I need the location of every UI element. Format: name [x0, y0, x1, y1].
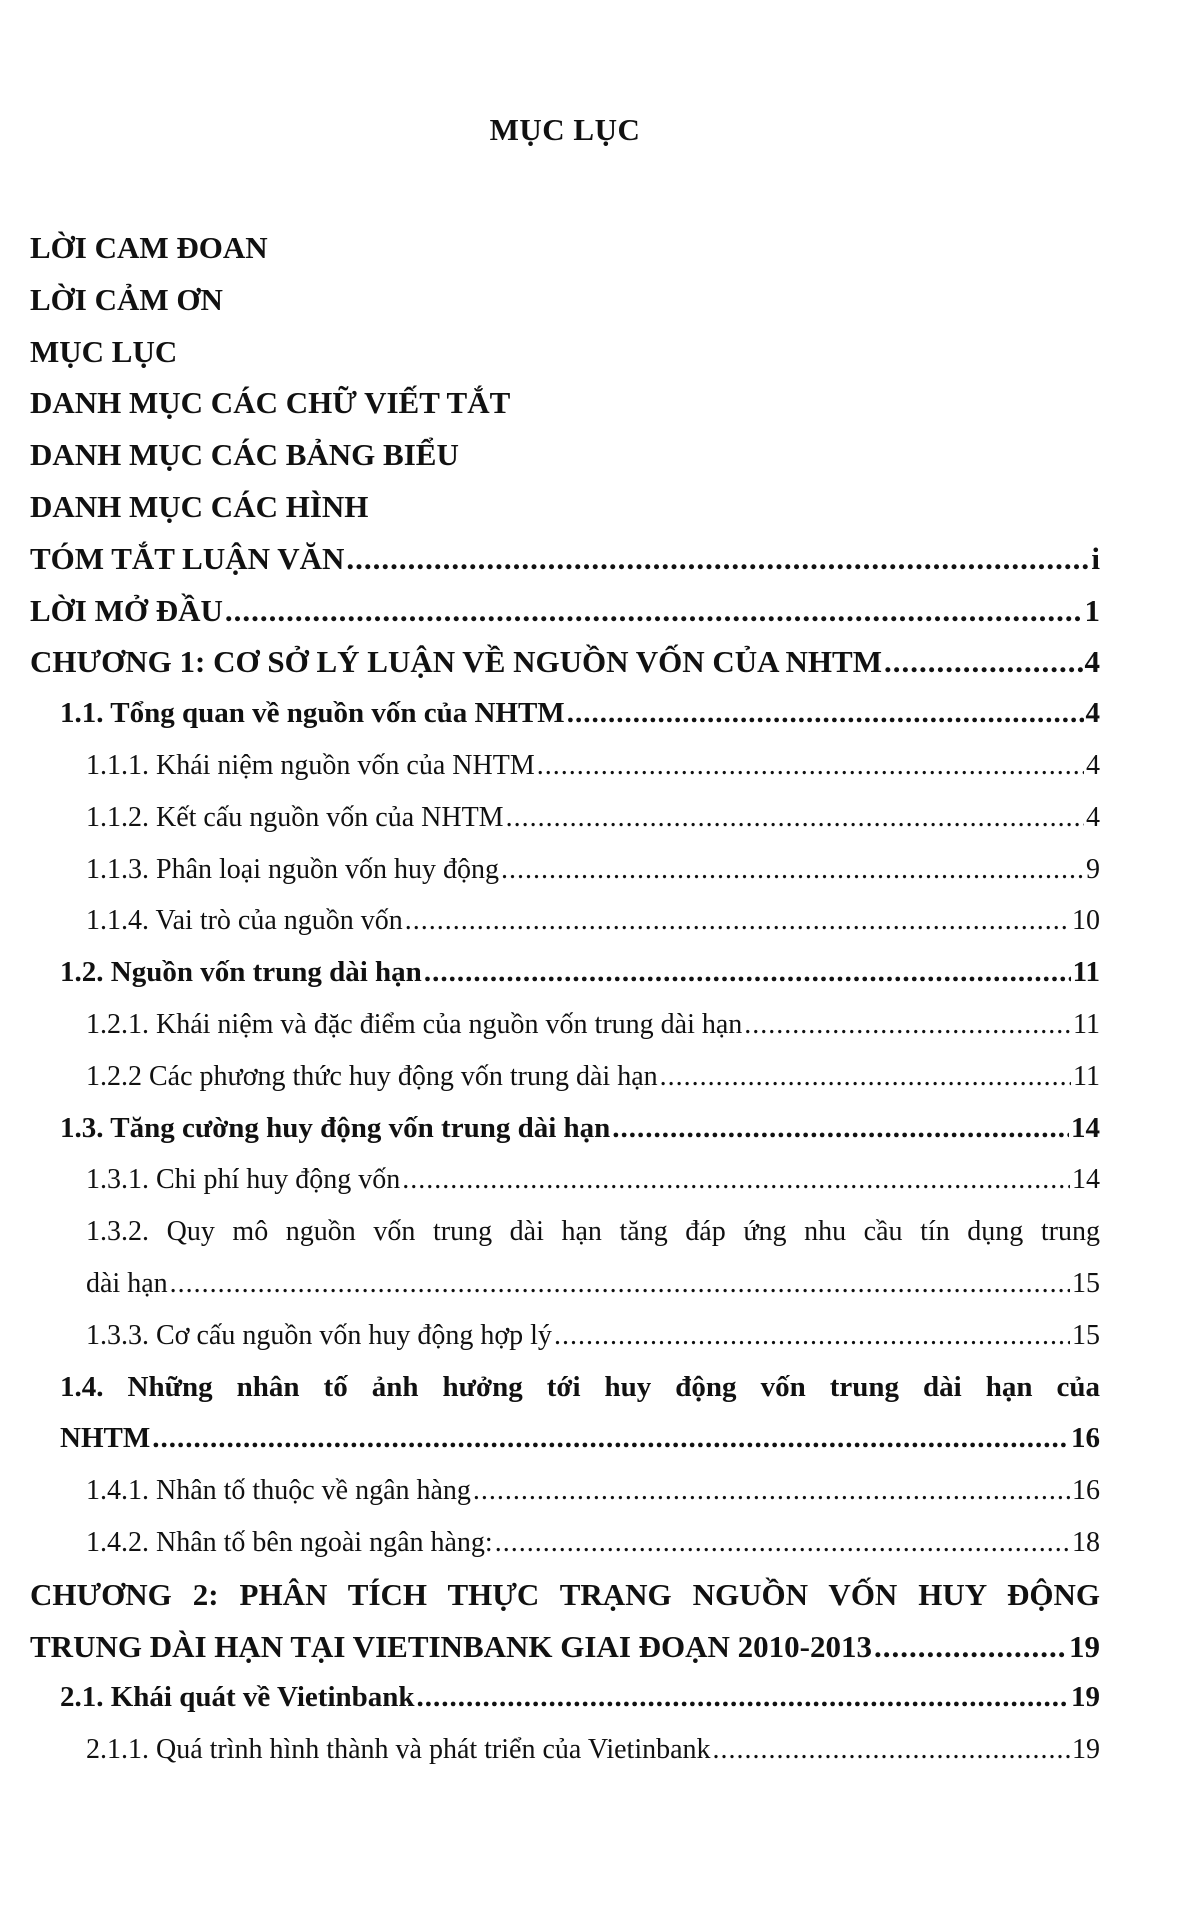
toc-entry-section[interactable]	[30, 1362, 1100, 1414]
toc-entry-text: 1.4.1. Nhân tố thuộc về ngân hàng	[86, 1475, 471, 1507]
toc-entry-text: 1.1.1. Khái niệm nguồn vốn của NHTM	[86, 749, 535, 781]
page-number: 11	[1072, 956, 1100, 989]
toc-entry[interactable]	[30, 377, 1100, 429]
page-number: 1	[1084, 592, 1100, 628]
page-number: i	[1091, 540, 1100, 576]
dot-leader	[554, 1310, 1070, 1362]
toc-entry-subsection[interactable]	[30, 1517, 1100, 1569]
toc-entry-text: LỜI CAM ĐOAN	[30, 230, 268, 265]
toc-entry-text: LỜI CẢM ƠN	[30, 281, 223, 317]
toc-entry-text: 2.1.1. Quá trình hình thành và phát triển của Vietinbank	[86, 1734, 711, 1766]
dot-leader	[405, 895, 1070, 947]
dot-leader	[567, 688, 1084, 740]
toc-entry-subsection[interactable]	[30, 1465, 1100, 1517]
dot-leader	[744, 999, 1071, 1051]
toc-entry-text: CHƯƠNG 2: PHÂN TÍCH THỰC TRẠNG NGUỒN VỐN HUY ĐỘNG	[30, 1576, 1100, 1612]
toc-entry[interactable]	[30, 222, 1100, 274]
dot-leader	[225, 585, 1083, 637]
page-number: 14	[1071, 1111, 1100, 1144]
toc-entry-text-continued: dài hạn	[86, 1267, 168, 1299]
page-number: 11	[1073, 1008, 1100, 1040]
toc-entry-subsection[interactable]	[30, 1206, 1100, 1258]
toc-entry[interactable]	[30, 429, 1100, 481]
toc-entry-section[interactable]	[30, 688, 1100, 740]
toc-entry-subsection[interactable]	[30, 1051, 1100, 1103]
page-number: 9	[1086, 853, 1100, 885]
toc-entry[interactable]	[30, 585, 1100, 637]
toc-entry-text: 1.1.4. Vai trò của nguồn vốn	[86, 905, 403, 937]
page-number: 16	[1072, 1475, 1100, 1507]
toc-entry-subsection[interactable]	[30, 792, 1100, 844]
dot-leader	[874, 1621, 1067, 1673]
dot-leader	[884, 636, 1083, 688]
toc-entry-text: DANH MỤC CÁC CHỮ VIẾT TẮT	[30, 385, 511, 421]
toc-entry[interactable]	[30, 481, 1100, 533]
dot-leader	[402, 1154, 1070, 1206]
page-number: 15	[1072, 1319, 1100, 1351]
toc-entry-text: 1.3.3. Cơ cấu nguồn vốn huy động hợp lý	[86, 1319, 552, 1351]
toc-entry-subsection[interactable]	[30, 1724, 1100, 1776]
toc-entry-text: 1.1. Tổng quan về nguồn vốn của NHTM	[60, 697, 565, 730]
toc-entry-text: 1.4.2. Nhân tố bên ngoài ngân hàng:	[86, 1526, 493, 1558]
toc-entry-text: 1.2. Nguồn vốn trung dài hạn	[60, 956, 422, 989]
toc-entry-text: DANH MỤC CÁC BẢNG BIỂU	[30, 437, 459, 473]
page-number: 4	[1084, 644, 1100, 680]
toc-entry-text: 1.3.1. Chi phí huy động vốn	[86, 1164, 401, 1196]
toc-entry-chapter[interactable]	[30, 636, 1100, 688]
toc-entry-text: 1.4. Những nhân tố ảnh hưởng tới huy động vốn trung dài hạn của	[60, 1370, 1100, 1403]
toc-entry-subsection[interactable]	[30, 1310, 1100, 1362]
toc-entry-section[interactable]	[30, 1103, 1100, 1155]
toc-entry-text: 2.1. Khái quát về Vietinbank	[60, 1681, 415, 1714]
dot-leader	[424, 947, 1071, 999]
toc-entry-continuation[interactable]	[30, 1258, 1100, 1310]
toc-entry-subsection[interactable]	[30, 1154, 1100, 1206]
dot-leader	[473, 1465, 1070, 1517]
toc-entry-text-continued: TRUNG DÀI HẠN TẠI VIETINBANK GIAI ĐOẠN 2010-2013	[30, 1628, 872, 1664]
toc-entry-text: 1.1.3. Phân loại nguồn vốn huy động	[86, 853, 499, 885]
page-number: 11	[1073, 1060, 1100, 1092]
toc-entry-text: 1.3. Tăng cường huy động vốn trung dài hạn	[60, 1111, 611, 1144]
toc-entry-subsection[interactable]	[30, 844, 1100, 896]
toc-entry-continuation[interactable]	[30, 1621, 1100, 1673]
page-number: 18	[1072, 1526, 1100, 1558]
toc-entry-text-continued: NHTM	[60, 1422, 151, 1455]
dot-leader	[660, 1051, 1071, 1103]
toc-entry-text: 1.3.2. Quy mô nguồn vốn trung dài hạn tăng đáp ứng nhu cầu tín dụng trung	[86, 1216, 1100, 1248]
page-number: 16	[1071, 1422, 1100, 1455]
toc-entry-section[interactable]	[30, 947, 1100, 999]
toc-entry-text: CHƯƠNG 1: CƠ SỞ LÝ LUẬN VỀ NGUỒN VỐN CỦA NHTM	[30, 644, 882, 680]
page-number: 19	[1069, 1628, 1100, 1664]
page-number: 4	[1085, 697, 1100, 730]
page-title: MỤC LỤC	[489, 112, 641, 147]
toc-entry[interactable]	[30, 533, 1100, 585]
dot-leader	[152, 1413, 1069, 1465]
dot-leader	[417, 1672, 1069, 1724]
page-number: 19	[1071, 1681, 1100, 1714]
page-number: 10	[1072, 905, 1100, 937]
toc-entry-continuation[interactable]	[30, 1413, 1100, 1465]
toc-entry-subsection[interactable]	[30, 895, 1100, 947]
toc-entry-text: MỤC LỤC	[30, 333, 178, 369]
page-number: 14	[1072, 1164, 1100, 1196]
dot-leader	[537, 740, 1084, 792]
toc-entry-subsection[interactable]	[30, 999, 1100, 1051]
toc-entry-subsection[interactable]	[30, 740, 1100, 792]
page-number: 19	[1072, 1734, 1100, 1766]
toc-entry-text: 1.2.2 Các phương thức huy động vốn trung dài hạn	[86, 1060, 658, 1092]
toc-entry-text: 1.1.2. Kết cấu nguồn vốn của NHTM	[86, 801, 504, 833]
dot-leader	[346, 533, 1089, 585]
dot-leader	[713, 1724, 1070, 1776]
table-of-contents	[30, 222, 1100, 1776]
toc-entry[interactable]	[30, 326, 1100, 378]
toc-entry-text: DANH MỤC CÁC HÌNH	[30, 488, 369, 524]
page-number: 15	[1072, 1267, 1100, 1299]
toc-entry-text: 1.2.1. Khái niệm và đặc điểm của nguồn vốn trung dài hạn	[86, 1008, 743, 1040]
dot-leader	[495, 1517, 1070, 1569]
page-number: 4	[1086, 801, 1100, 833]
toc-entry-chapter[interactable]	[30, 1569, 1100, 1621]
toc-entry-text: TÓM TẮT LUẬN VĂN	[30, 540, 345, 576]
toc-entry[interactable]	[30, 274, 1100, 326]
dot-leader	[501, 844, 1084, 896]
dot-leader	[170, 1258, 1070, 1310]
dot-leader	[612, 1103, 1069, 1155]
toc-entry-section[interactable]	[30, 1672, 1100, 1724]
page-number: 4	[1086, 749, 1100, 781]
toc-entry-text: LỜI MỞ ĐẦU	[30, 592, 223, 628]
dot-leader	[506, 792, 1084, 844]
